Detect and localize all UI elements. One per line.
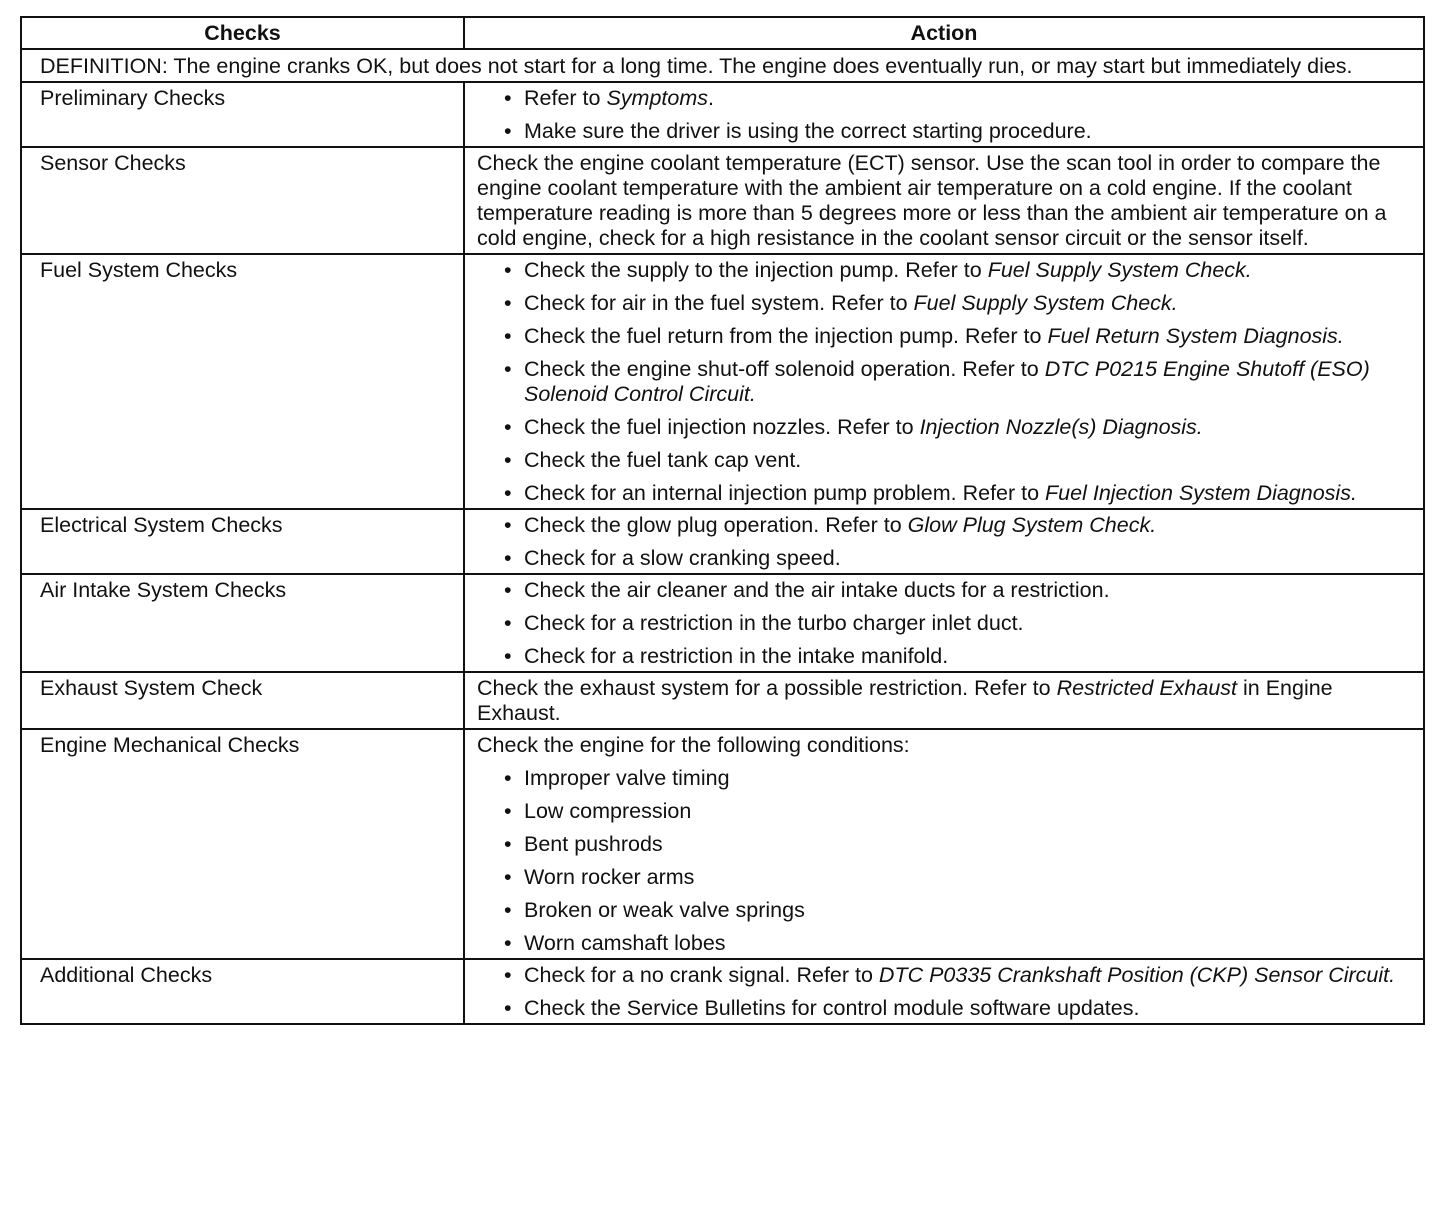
header-checks: Checks: [21, 17, 464, 49]
table-row: [21, 509, 1424, 574]
list-item-text: Bent pushrods: [524, 832, 663, 856]
list-item-text: Check the fuel return from the injection pump. Refer to: [524, 324, 1048, 348]
action-air: [464, 574, 1424, 672]
bullet-icon: •: [504, 898, 512, 922]
bullet-icon: •: [504, 357, 512, 381]
list-item-text: Check the engine shut-off solenoid operation. Refer to: [524, 357, 1045, 381]
action-exhaust: [464, 672, 1424, 729]
table-row: [21, 729, 1424, 959]
reference-link-text: Glow Plug System Check.: [907, 513, 1157, 537]
action-sensor: Check the engine coolant temperature (ECT) sensor. Use the scan tool in order to compare the engine coolant temperature with the ambient air temperature on a cold engine. If the coolant temperature reading is more than 5 degrees more or less than the ambient air temperature on a cold engine, check for a high resistance in the coolant sensor circuit or the sensor itself.: [464, 147, 1424, 254]
bullet-icon: •: [504, 119, 512, 143]
table-row: [21, 959, 1424, 1024]
list-item: [477, 996, 1415, 1021]
bullet-list: [477, 513, 1415, 571]
bullet-icon: •: [504, 448, 512, 472]
bullet-icon: •: [504, 865, 512, 889]
bullet-icon: •: [504, 324, 512, 348]
table-row: [21, 147, 1424, 254]
list-item-tail: .: [708, 86, 714, 110]
list-item-text: Make sure the driver is using the correct starting procedure.: [524, 119, 1092, 143]
bullet-icon: •: [504, 766, 512, 790]
mechanical-intro: Check the engine for the following conditions:: [477, 733, 910, 757]
reference-link-text: Fuel Return System Diagnosis.: [1047, 324, 1344, 348]
list-item-text: Check the glow plug operation. Refer to: [524, 513, 908, 537]
bullet-list: [477, 86, 1415, 144]
reference-link-text: Symptoms: [606, 86, 709, 110]
bullet-icon: •: [504, 291, 512, 315]
list-item: [477, 963, 1415, 988]
bullet-icon: •: [504, 963, 512, 987]
list-item: [477, 865, 1415, 890]
check-label-additional: Additional Checks: [21, 959, 464, 1024]
exhaust-ref: Restricted Exhaust: [1056, 676, 1238, 700]
list-item-text: Check the Service Bulletins for control module software updates.: [524, 996, 1140, 1020]
action-electrical: [464, 509, 1424, 574]
definition-text: DEFINITION: The engine cranks OK, but does not start for a long time. The engine does eventually run, or may start but immediately dies.: [21, 49, 1424, 82]
list-item: [477, 898, 1415, 923]
list-item: [477, 931, 1415, 956]
list-item: [477, 324, 1415, 349]
list-item: [477, 832, 1415, 857]
list-item: [477, 611, 1415, 636]
action-additional: [464, 959, 1424, 1024]
bullet-icon: •: [504, 86, 512, 110]
bullet-icon: •: [504, 644, 512, 668]
table-row: [21, 82, 1424, 147]
list-item: [477, 86, 1415, 111]
list-item-text: Worn camshaft lobes: [524, 931, 726, 955]
list-item: [477, 415, 1415, 440]
list-item: [477, 546, 1415, 571]
reference-link-text: Fuel Supply System Check.: [987, 258, 1252, 282]
bullet-icon: •: [504, 258, 512, 282]
bullet-icon: •: [504, 996, 512, 1020]
list-item: [477, 578, 1415, 603]
check-label-air: Air Intake System Checks: [21, 574, 464, 672]
bullet-icon: •: [504, 513, 512, 537]
list-item-text: Check for an internal injection pump problem. Refer to: [524, 481, 1046, 505]
list-item: [477, 258, 1415, 283]
list-item: [477, 799, 1415, 824]
bullet-list: [477, 578, 1415, 669]
check-label-fuel: Fuel System Checks: [21, 254, 464, 509]
bullet-icon: •: [504, 611, 512, 635]
check-label-mechanical: Engine Mechanical Checks: [21, 729, 464, 959]
exhaust-text: Check the exhaust system for a possible restriction. Refer to: [477, 676, 1057, 700]
header-action: Action: [464, 17, 1424, 49]
check-label-electrical: Electrical System Checks: [21, 509, 464, 574]
bullet-icon: •: [504, 415, 512, 439]
list-item-text: Broken or weak valve springs: [524, 898, 805, 922]
list-item: [477, 481, 1415, 506]
list-item-text: Check for a no crank signal. Refer to: [524, 963, 879, 987]
list-item-text: Check for a restriction in the intake manifold.: [524, 644, 949, 668]
action-mechanical: [464, 729, 1424, 959]
table-row: [21, 672, 1424, 729]
list-item: [477, 513, 1415, 538]
bullet-icon: •: [504, 832, 512, 856]
header-row: [21, 17, 1424, 49]
reference-link-text: Injection Nozzle(s) Diagnosis.: [919, 415, 1203, 439]
bullet-list: [477, 766, 1415, 956]
definition-row: [21, 49, 1424, 82]
list-item-text: Check the air cleaner and the air intake ducts for a restriction.: [524, 578, 1110, 602]
bullet-list: [477, 963, 1415, 1021]
check-label-exhaust: Exhaust System Check: [21, 672, 464, 729]
table-row: [21, 254, 1424, 509]
bullet-icon: •: [504, 799, 512, 823]
bullet-list: [477, 258, 1415, 506]
list-item-text: Improper valve timing: [524, 766, 730, 790]
list-item: [477, 291, 1415, 316]
list-item: [477, 766, 1415, 791]
reference-link-text: Fuel Supply System Check.: [913, 291, 1178, 315]
list-item-text: Check for a slow cranking speed.: [524, 546, 841, 570]
bullet-icon: •: [504, 481, 512, 505]
table-row: [21, 574, 1424, 672]
list-item-text: Low compression: [524, 799, 692, 823]
bullet-icon: •: [504, 546, 512, 570]
check-label-sensor: Sensor Checks: [21, 147, 464, 254]
reference-link-text: DTC P0335 Crankshaft Position (CKP) Sensor Circuit.: [878, 963, 1396, 987]
reference-link-text: Fuel Injection System Diagnosis.: [1045, 481, 1357, 505]
list-item: [477, 357, 1415, 407]
action-preliminary: [464, 82, 1424, 147]
reference-link-text: DTC P0215 Engine Shutoff (ESO) Solenoid Control Circuit.: [524, 357, 1370, 406]
bullet-icon: •: [504, 578, 512, 602]
action-fuel: [464, 254, 1424, 509]
list-item-text: Check for air in the fuel system. Refer to: [524, 291, 914, 315]
exhaust-tail: in Engine Exhaust.: [477, 676, 1333, 725]
list-item-text: Check the fuel injection nozzles. Refer to: [524, 415, 920, 439]
diagnostic-table: [20, 16, 1425, 1025]
list-item-text: Refer to: [524, 86, 607, 110]
check-label-preliminary: Preliminary Checks: [21, 82, 464, 147]
list-item-text: Check the supply to the injection pump. Refer to: [524, 258, 988, 282]
list-item: [477, 644, 1415, 669]
list-item-text: Worn rocker arms: [524, 865, 695, 889]
list-item: [477, 448, 1415, 473]
list-item: [477, 119, 1415, 144]
list-item-text: Check the fuel tank cap vent.: [524, 448, 802, 472]
list-item-text: Check for a restriction in the turbo charger inlet duct.: [524, 611, 1024, 635]
bullet-icon: •: [504, 931, 512, 955]
